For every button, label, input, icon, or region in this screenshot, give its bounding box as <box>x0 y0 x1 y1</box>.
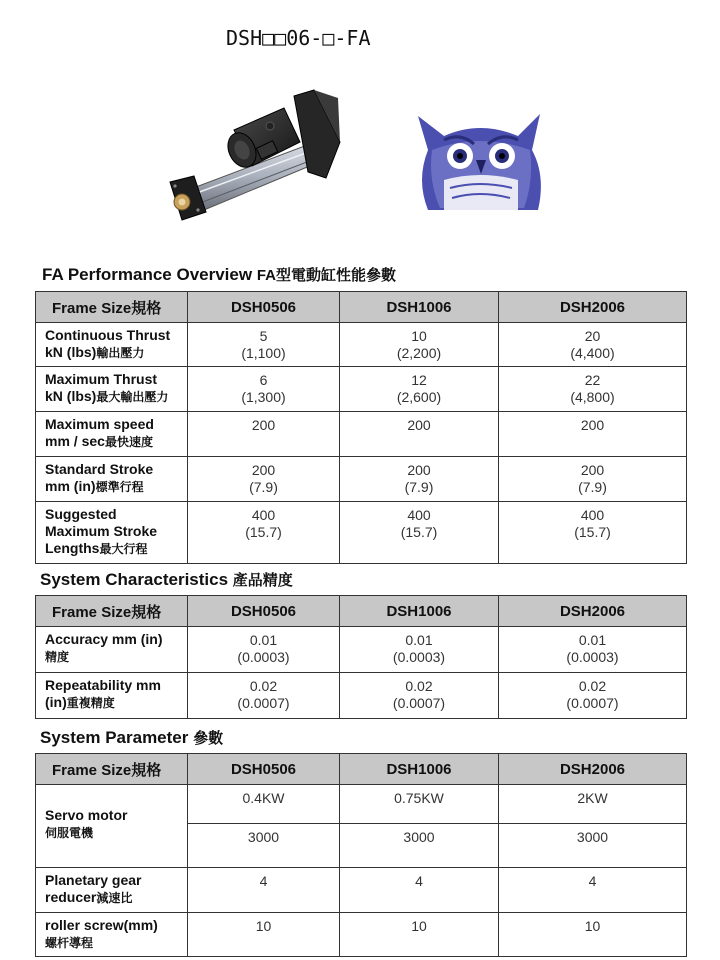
header-cell: DSH1006 <box>340 596 499 627</box>
characteristics-table <box>35 595 687 719</box>
parameter-table <box>35 753 687 957</box>
table-row <box>36 323 687 367</box>
value-cell: 0.75KW <box>340 785 499 824</box>
table-row <box>36 673 687 719</box>
performance-title: FA Performance Overview FA型電動缸性能參數 <box>42 265 396 284</box>
value-cell: 200 (7.9) <box>340 457 499 502</box>
row-label: roller screw(mm) 螺杆導程 <box>36 913 188 957</box>
value-cell: 12 (2,600) <box>340 367 499 412</box>
table-header-row <box>36 596 687 627</box>
value-cell: 0.4KW <box>188 785 340 824</box>
value-cell: 10 <box>188 913 340 957</box>
value-cell: 10 (2,200) <box>340 323 499 367</box>
row-label: Planetary gear reducer減速比 <box>36 868 188 913</box>
header-cell: DSH1006 <box>340 292 499 323</box>
parameter-title: System Parameter 參數 <box>40 728 224 747</box>
owl-logo-image <box>414 110 548 210</box>
table-header-row <box>36 754 687 785</box>
value-cell: 200 (7.9) <box>499 457 687 502</box>
value-cell: 10 <box>340 913 499 957</box>
value-cell: 0.01 (0.0003) <box>340 627 499 673</box>
table-row <box>36 868 687 913</box>
table-header-row <box>36 292 687 323</box>
value-cell: 3000 <box>340 824 499 868</box>
table-row <box>36 913 687 957</box>
value-cell: 4 <box>188 868 340 913</box>
value-cell: 4 <box>499 868 687 913</box>
header-cell: DSH0506 <box>188 596 340 627</box>
header-cell: DSH2006 <box>499 754 687 785</box>
table-row <box>36 502 687 564</box>
value-cell: 400 (15.7) <box>188 502 340 564</box>
table-row <box>36 457 687 502</box>
row-label: Servo motor 伺服電機 <box>36 785 188 868</box>
header-cell: Frame Size規格 <box>36 292 188 323</box>
row-label: Standard Stroke mm (in)標準行程 <box>36 457 188 502</box>
value-cell: 3000 <box>499 824 687 868</box>
value-cell: 0.01 (0.0003) <box>499 627 687 673</box>
header-cell: DSH0506 <box>188 292 340 323</box>
row-label: Maximum Thrust kN (lbs)最大輸出壓力 <box>36 367 188 412</box>
value-cell: 0.02 (0.0007) <box>499 673 687 719</box>
header-cell: DSH2006 <box>499 292 687 323</box>
value-cell: 200 (7.9) <box>188 457 340 502</box>
value-cell: 3000 <box>188 824 340 868</box>
header-cell: DSH1006 <box>340 754 499 785</box>
value-cell: 200 <box>499 412 687 457</box>
value-cell: 20 (4,400) <box>499 323 687 367</box>
value-cell: 0.02 (0.0007) <box>340 673 499 719</box>
row-label: Repeatability mm (in)重複精度 <box>36 673 188 719</box>
value-cell: 200 <box>188 412 340 457</box>
actuator-image <box>160 82 350 232</box>
row-label: Continuous Thrust kN (lbs)輸出壓力 <box>36 323 188 367</box>
value-cell: 0.02 (0.0007) <box>188 673 340 719</box>
row-label: Maximum speed mm / sec最快速度 <box>36 412 188 457</box>
model-title: DSH□□06-□-FA <box>226 26 371 50</box>
row-label: Accuracy mm (in) 精度 <box>36 627 188 673</box>
value-cell: 10 <box>499 913 687 957</box>
value-cell: 22 (4,800) <box>499 367 687 412</box>
value-cell: 4 <box>340 868 499 913</box>
value-cell: 6 (1,300) <box>188 367 340 412</box>
header-cell: DSH2006 <box>499 596 687 627</box>
table-row <box>36 785 687 824</box>
value-cell: 2KW <box>499 785 687 824</box>
value-cell: 200 <box>340 412 499 457</box>
header-cell: Frame Size規格 <box>36 596 188 627</box>
table-row <box>36 412 687 457</box>
characteristics-title: System Characteristics 產品精度 <box>40 570 293 589</box>
header-cell: DSH0506 <box>188 754 340 785</box>
table-row <box>36 367 687 412</box>
table-row <box>36 627 687 673</box>
value-cell: 5 (1,100) <box>188 323 340 367</box>
row-label: Suggested Maximum Stroke Lengths最大行程 <box>36 502 188 564</box>
header-cell: Frame Size規格 <box>36 754 188 785</box>
performance-table <box>35 291 687 564</box>
value-cell: 400 (15.7) <box>499 502 687 564</box>
value-cell: 400 (15.7) <box>340 502 499 564</box>
value-cell: 0.01 (0.0003) <box>188 627 340 673</box>
